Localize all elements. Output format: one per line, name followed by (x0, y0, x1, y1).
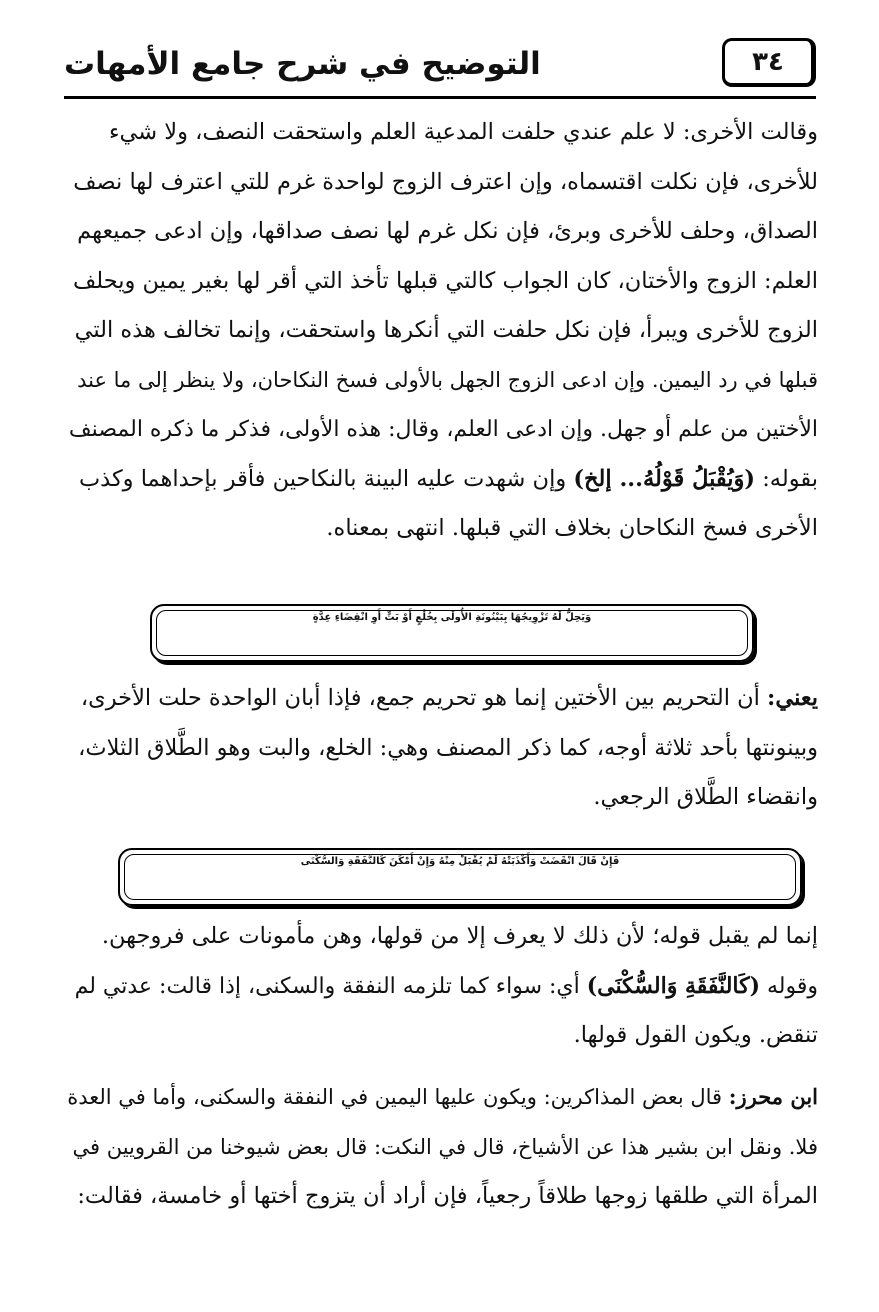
matn-box-1 (150, 604, 754, 662)
matn-box-2 (118, 848, 802, 906)
lead-term: يعني: (767, 685, 818, 711)
page-header (64, 38, 816, 96)
page-number-text: ٣٤ (752, 47, 784, 77)
text-line: الأخرى فسخ النكاحان بخلاف التي قبلها. انتهى بمعناه. (326, 515, 818, 541)
matn-quote: (كَالنَّفَقَةِ وَالسُّكْنَى) (586, 972, 760, 999)
matn-text: وَيَحِلُّ لَهُ تَزْوِيجُهَا بِبَيْنُونَةِ الأُولَى بِخُلْعٍ أَوْ بَتٍّ أَوِ انْقِضَاءِ عِدَّةٍ (312, 612, 592, 623)
lead-term: ابن محرز: (728, 1084, 818, 1109)
paragraph-3 (66, 912, 818, 1061)
text-line: إنما لم يقبل قوله؛ لأن ذلك لا يعرف إلا من قولها، وهن مأمونات على فروجهن. (101, 923, 818, 949)
text-segment: أن التحريم بين الأختين إنما هو تحريم جمع، فإذا أبان الواحدة حلت الأخرى، (80, 685, 768, 711)
page-number (722, 38, 816, 87)
text-line (66, 1072, 818, 1123)
text-line: وانقضاء الطَّلاق الرجعي. (593, 784, 818, 810)
text-segment: قال بعض المذاكرين: ويكون عليها اليمين في النفقة والسكنى، وأما في العدة (67, 1085, 729, 1109)
text-segment: وإن شهدت عليه البينة بالنكاحين فأقر بإحداهما وكذب (78, 465, 574, 492)
paragraph-1 (66, 108, 818, 554)
text-line: قبلها في رد اليمين. وإن ادعى الزوج الجهل بالأولى فسخ النكاحان، ولا ينظر إلى ما عند (77, 367, 818, 392)
text-line: للأخرى، فإن نكلت اقتسماه، وإن اعترف الزوج لواحدة غرم للتي اعترف لها نصف (73, 168, 818, 195)
text-line: المرأة التي طلقها زوجها طلاقاً رجعياً، فإن أراد أن يتزوج أختها أو خامسة، فقالت: (77, 1183, 818, 1209)
text-line (66, 455, 818, 505)
matn-text: فَإِنْ قَالَ انْقَضَتْ وَأَكْذَبَتْهُ لَمْ يُقْبَلْ مِنْهُ وَإِنْ أَمْكَنَ كَالنَّفَقَةِ وَالسُّكْنَى (300, 856, 620, 867)
text-line (66, 674, 818, 724)
paragraph-2 (66, 674, 818, 823)
text-line: الزوج للأخرى ويبرأ، فإن نكل حلفت التي أنكرها واستحقت، وإنما تخالف هذه التي (74, 317, 818, 343)
text-segment: أي: سواء كما تلزمه النفقة والسكنى، إذا قالت: عدتي لم (74, 973, 587, 999)
header-divider (64, 96, 816, 99)
text-line: الصداق، وحلف للأخرى وبرئ، فإن نكل غرم لها نصف صداقها، وإن ادعى جميعهم (77, 218, 818, 244)
text-line: العلم: الزوج والأختان، كان الجواب كالتي قبلها تأخذ التي أقر لها بغير يمين ويحلف (73, 267, 818, 294)
text-line (66, 962, 818, 1012)
matn-quote: (وَيُقْبَلُ قَوْلُهُ... إلخ) (573, 465, 756, 492)
text-line: وقالت الأخرى: لا علم عندي حلفت المدعية العلم واستحقت النصف، ولا شيء (108, 119, 818, 145)
book-title: التوضيح في شرح جامع الأمهات (64, 46, 541, 82)
text-line: وبينونتها بأحد ثلاثة أوجه، كما ذكر المصنف وهي: الخلع، والبت وهو الطَّلاق الثلاث، (78, 734, 818, 761)
text-segment: وقوله (760, 973, 818, 999)
text-segment: بقوله: (755, 465, 818, 492)
text-line: فلا. ونقل ابن بشير هذا عن الأشياخ، قال في النكت: قال بعض شيوخنا من القرويين في (72, 1134, 818, 1159)
text-line: الأختين من علم أو جهل. وإن ادعى العلم، وقال: هذه الأولى، فذكر ما ذكره المصنف (68, 417, 818, 442)
paragraph-4 (66, 1072, 818, 1222)
text-line: تنقض. ويكون القول قولها. (573, 1022, 818, 1048)
